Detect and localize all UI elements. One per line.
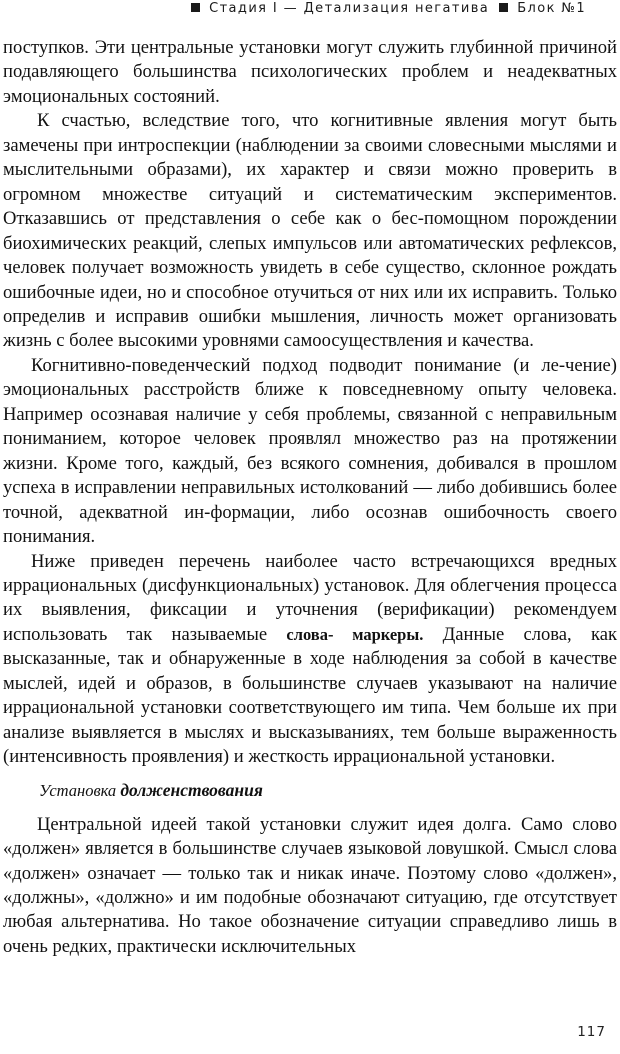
section-heading <box>39 778 617 803</box>
paragraph-4-text-before: Ниже приведен перечень наиболее часто встречающихся вредных иррациональных (дисфункциональных) установок. Для облегчения процесса их выявления, фиксации и уточнения (верификации) рекомендуем использовать так называемые <box>3 550 617 645</box>
header-stage: Стадия I — Детализация негатива <box>209 1 490 16</box>
header-block: Блок №1 <box>517 1 586 16</box>
square-bullet-icon <box>499 3 508 12</box>
section-heading-prefix: Установка <box>39 780 117 800</box>
page-body <box>3 36 617 959</box>
page-number: 117 <box>577 1024 606 1040</box>
paragraph-5: Центральной идеей такой установки служит идея долга. Само слово «должен» является в большинстве случаев языковой ловушкой. Смысл слова «должен» означает — только так и никак иначе. Поэтому слово «должен», «должны», «должно» и им подобные обозначают ситуацию, где отсутствует любая альтернатива. Но такое обозначение ситуации справедливо лишь в очень редких, практически исключительных <box>3 813 617 957</box>
section-heading-title: долженствования <box>120 779 263 800</box>
paragraph-4 <box>3 550 617 770</box>
paragraph-4-text-after: Данные слова, как высказанные, так и обнаруженные в ходе наблюдения за собой в качестве мыслей, идей и образов, в большинстве случаев указывают на наличие иррациональной установки соответствующего им типа. Чем больше их при анализе выявляется в мыслях и высказываниях, тем больше выраженность (интенсивность проявления) и жесткость иррациональной установки. <box>3 623 617 768</box>
marker-words-term: слова- маркеры. <box>286 624 424 644</box>
running-header <box>0 0 620 26</box>
paragraph-2: К счастью, вследствие того, что когнитивные явления могут быть замечены при интроспекции (наблюдении за своими словесными мыслями и мыслительными образами), их характер и связи можно проверить в огромном множестве ситуаций и систематическим экспериментов. Отказавшись от представления о себе как о бес-помощном порождении биохимических реакций, слепых импульсов или автоматических рефлексов, человек получает возможность увидеть в себе существо, склонное рождать ошибочные идеи, но и способное отучиться от них или их исправить. Только определив и исправив ошибки мышления, личность может организовать жизнь с более высокими уровнями самоосуществления и качества. <box>3 110 617 352</box>
running-header-text <box>187 1 586 16</box>
paragraph-3: Когнитивно-поведенческий подход подводит понимание (и ле-чение) эмоциональных расстройств ближе к повседневному опыту человека. Например осознавая наличие у себя проблемы, связанной с неправильным пониманием, которое человек проявлял множество раз на протяжении жизни. Кроме того, каждый, без всякого сомнения, добивался в прошлом успеха в исправлении неправильных истолкований — либо добившись более точной, адекватной ин-формации, либо осознав ошибочность своего понимания. <box>3 354 617 548</box>
paragraph-1: поступков. Эти центральные установки могут служить глубинной причиной подавляющего большинства психологических проблем и неадекватных эмоциональных состояний. <box>3 37 617 107</box>
square-bullet-icon <box>191 3 200 12</box>
